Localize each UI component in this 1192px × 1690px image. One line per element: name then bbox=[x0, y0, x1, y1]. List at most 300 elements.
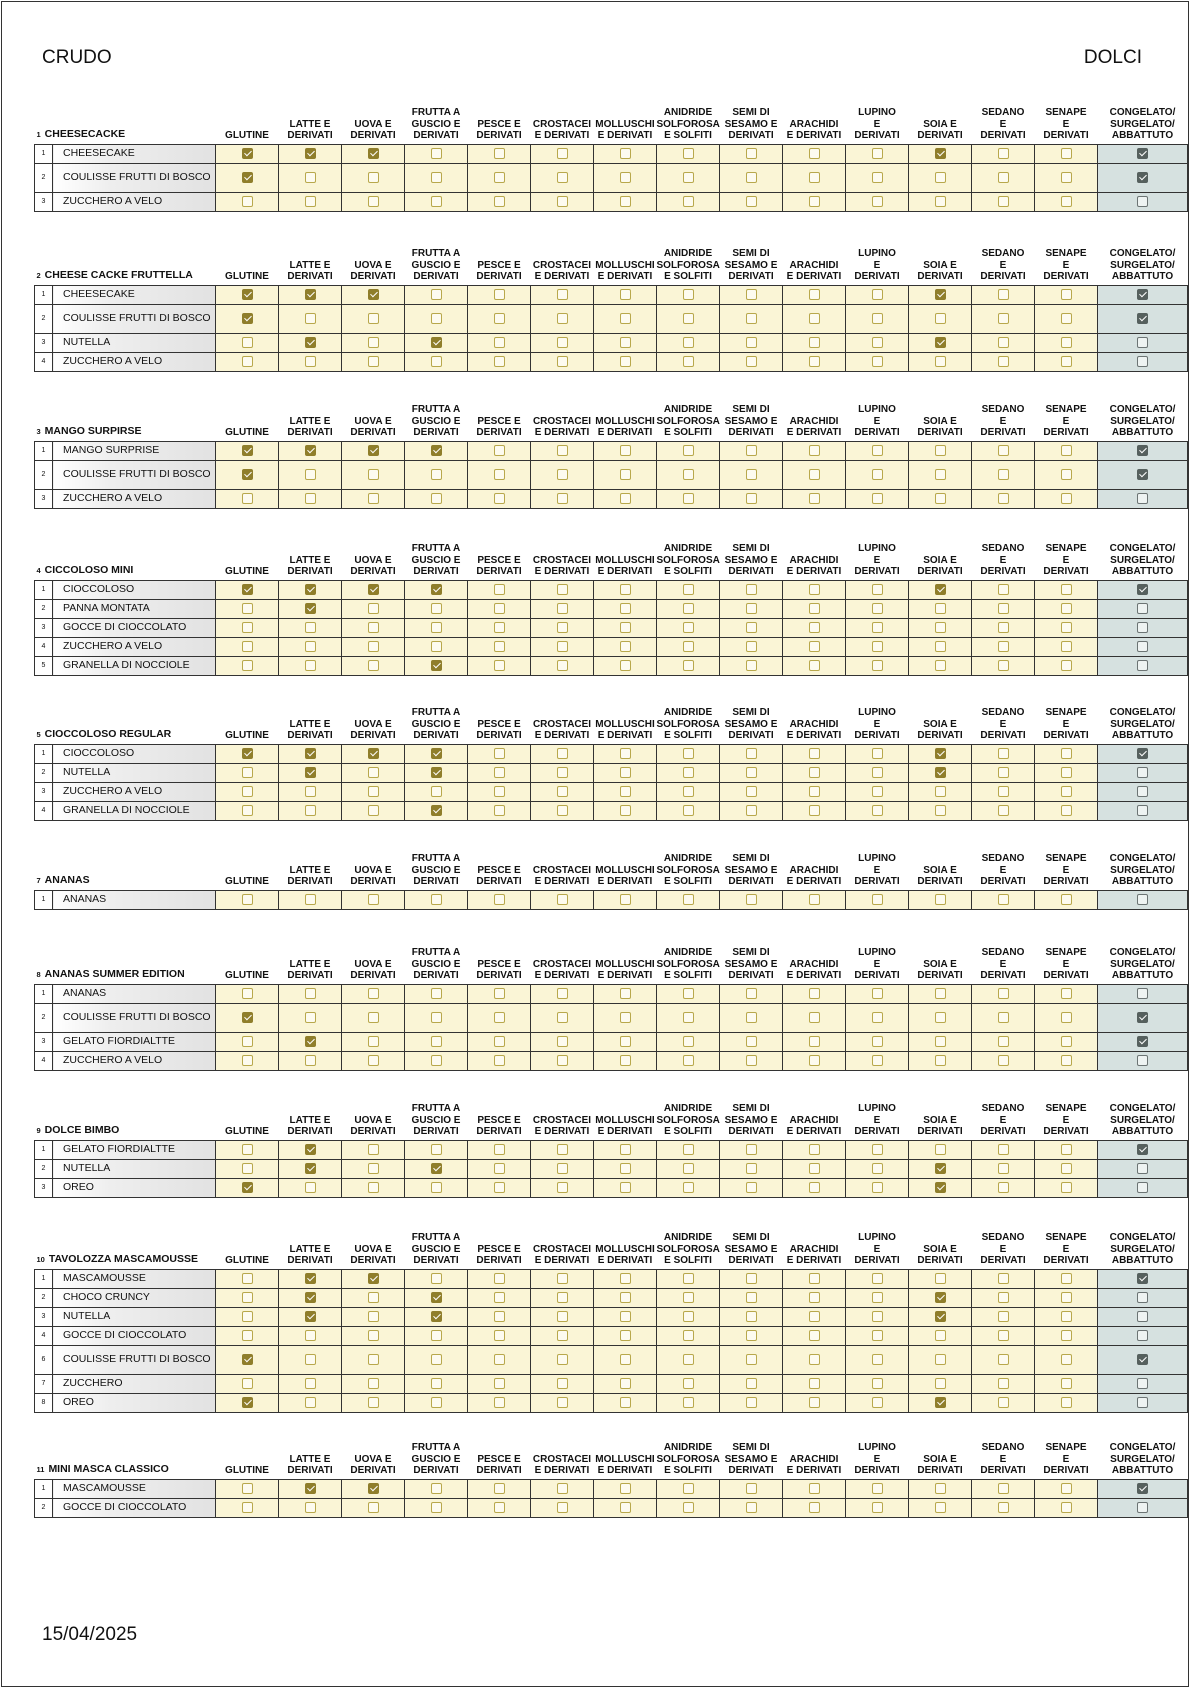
empty-checkbox[interactable] bbox=[746, 805, 757, 816]
checked-checkbox[interactable] bbox=[431, 1311, 442, 1322]
empty-checkbox[interactable] bbox=[809, 172, 820, 183]
empty-checkbox[interactable] bbox=[557, 445, 568, 456]
empty-checkbox[interactable] bbox=[1137, 1182, 1148, 1193]
empty-checkbox[interactable] bbox=[368, 1163, 379, 1174]
empty-checkbox[interactable] bbox=[368, 1330, 379, 1341]
empty-checkbox[interactable] bbox=[1061, 622, 1072, 633]
checked-checkbox[interactable] bbox=[242, 172, 253, 183]
empty-checkbox[interactable] bbox=[998, 894, 1009, 905]
empty-checkbox[interactable] bbox=[620, 1502, 631, 1513]
empty-checkbox[interactable] bbox=[368, 337, 379, 348]
empty-checkbox[interactable] bbox=[368, 1012, 379, 1023]
checked-checkbox[interactable] bbox=[1137, 172, 1148, 183]
empty-checkbox[interactable] bbox=[431, 1483, 442, 1494]
checked-checkbox[interactable] bbox=[935, 1182, 946, 1193]
empty-checkbox[interactable] bbox=[368, 313, 379, 324]
empty-checkbox[interactable] bbox=[998, 337, 1009, 348]
empty-checkbox[interactable] bbox=[872, 356, 883, 367]
empty-checkbox[interactable] bbox=[620, 1397, 631, 1408]
empty-checkbox[interactable] bbox=[809, 356, 820, 367]
empty-checkbox[interactable] bbox=[620, 493, 631, 504]
empty-checkbox[interactable] bbox=[494, 313, 505, 324]
checked-checkbox[interactable] bbox=[242, 584, 253, 595]
empty-checkbox[interactable] bbox=[368, 1292, 379, 1303]
empty-checkbox[interactable] bbox=[557, 148, 568, 159]
empty-checkbox[interactable] bbox=[305, 196, 316, 207]
empty-checkbox[interactable] bbox=[305, 1055, 316, 1066]
empty-checkbox[interactable] bbox=[1061, 337, 1072, 348]
checked-checkbox[interactable] bbox=[935, 289, 946, 300]
empty-checkbox[interactable] bbox=[683, 313, 694, 324]
empty-checkbox[interactable] bbox=[242, 493, 253, 504]
empty-checkbox[interactable] bbox=[872, 1354, 883, 1365]
empty-checkbox[interactable] bbox=[557, 313, 568, 324]
empty-checkbox[interactable] bbox=[494, 1036, 505, 1047]
empty-checkbox[interactable] bbox=[935, 641, 946, 652]
checked-checkbox[interactable] bbox=[431, 660, 442, 671]
empty-checkbox[interactable] bbox=[1137, 805, 1148, 816]
empty-checkbox[interactable] bbox=[620, 1012, 631, 1023]
checked-checkbox[interactable] bbox=[1137, 148, 1148, 159]
empty-checkbox[interactable] bbox=[746, 603, 757, 614]
empty-checkbox[interactable] bbox=[746, 1378, 757, 1389]
checked-checkbox[interactable] bbox=[242, 148, 253, 159]
empty-checkbox[interactable] bbox=[1137, 196, 1148, 207]
checked-checkbox[interactable] bbox=[431, 584, 442, 595]
empty-checkbox[interactable] bbox=[935, 313, 946, 324]
empty-checkbox[interactable] bbox=[998, 1292, 1009, 1303]
checked-checkbox[interactable] bbox=[1137, 313, 1148, 324]
checked-checkbox[interactable] bbox=[305, 1273, 316, 1284]
empty-checkbox[interactable] bbox=[935, 1330, 946, 1341]
empty-checkbox[interactable] bbox=[1137, 1397, 1148, 1408]
empty-checkbox[interactable] bbox=[620, 289, 631, 300]
empty-checkbox[interactable] bbox=[368, 1397, 379, 1408]
empty-checkbox[interactable] bbox=[935, 1144, 946, 1155]
empty-checkbox[interactable] bbox=[620, 1163, 631, 1174]
empty-checkbox[interactable] bbox=[998, 1502, 1009, 1513]
empty-checkbox[interactable] bbox=[494, 660, 505, 671]
empty-checkbox[interactable] bbox=[494, 1397, 505, 1408]
empty-checkbox[interactable] bbox=[557, 894, 568, 905]
empty-checkbox[interactable] bbox=[557, 1055, 568, 1066]
empty-checkbox[interactable] bbox=[998, 660, 1009, 671]
empty-checkbox[interactable] bbox=[1137, 1502, 1148, 1513]
empty-checkbox[interactable] bbox=[368, 1502, 379, 1513]
empty-checkbox[interactable] bbox=[305, 660, 316, 671]
empty-checkbox[interactable] bbox=[620, 1055, 631, 1066]
empty-checkbox[interactable] bbox=[368, 894, 379, 905]
empty-checkbox[interactable] bbox=[683, 988, 694, 999]
empty-checkbox[interactable] bbox=[872, 1397, 883, 1408]
empty-checkbox[interactable] bbox=[557, 1330, 568, 1341]
empty-checkbox[interactable] bbox=[872, 148, 883, 159]
checked-checkbox[interactable] bbox=[368, 289, 379, 300]
empty-checkbox[interactable] bbox=[431, 172, 442, 183]
empty-checkbox[interactable] bbox=[1137, 493, 1148, 504]
empty-checkbox[interactable] bbox=[1137, 622, 1148, 633]
empty-checkbox[interactable] bbox=[683, 1273, 694, 1284]
empty-checkbox[interactable] bbox=[368, 1055, 379, 1066]
empty-checkbox[interactable] bbox=[683, 767, 694, 778]
empty-checkbox[interactable] bbox=[998, 1012, 1009, 1023]
empty-checkbox[interactable] bbox=[683, 622, 694, 633]
checked-checkbox[interactable] bbox=[431, 1292, 442, 1303]
empty-checkbox[interactable] bbox=[1061, 1055, 1072, 1066]
empty-checkbox[interactable] bbox=[494, 445, 505, 456]
empty-checkbox[interactable] bbox=[998, 622, 1009, 633]
empty-checkbox[interactable] bbox=[431, 786, 442, 797]
empty-checkbox[interactable] bbox=[1061, 1311, 1072, 1322]
empty-checkbox[interactable] bbox=[368, 196, 379, 207]
checked-checkbox[interactable] bbox=[935, 1163, 946, 1174]
checked-checkbox[interactable] bbox=[305, 1483, 316, 1494]
checked-checkbox[interactable] bbox=[1137, 1273, 1148, 1284]
empty-checkbox[interactable] bbox=[620, 337, 631, 348]
empty-checkbox[interactable] bbox=[872, 622, 883, 633]
checked-checkbox[interactable] bbox=[242, 1354, 253, 1365]
empty-checkbox[interactable] bbox=[1061, 660, 1072, 671]
empty-checkbox[interactable] bbox=[1137, 1055, 1148, 1066]
empty-checkbox[interactable] bbox=[872, 660, 883, 671]
empty-checkbox[interactable] bbox=[494, 1182, 505, 1193]
checked-checkbox[interactable] bbox=[242, 445, 253, 456]
empty-checkbox[interactable] bbox=[557, 767, 568, 778]
empty-checkbox[interactable] bbox=[620, 1036, 631, 1047]
empty-checkbox[interactable] bbox=[557, 603, 568, 614]
checked-checkbox[interactable] bbox=[935, 584, 946, 595]
empty-checkbox[interactable] bbox=[1137, 1163, 1148, 1174]
empty-checkbox[interactable] bbox=[809, 1354, 820, 1365]
empty-checkbox[interactable] bbox=[431, 894, 442, 905]
empty-checkbox[interactable] bbox=[494, 337, 505, 348]
empty-checkbox[interactable] bbox=[809, 894, 820, 905]
empty-checkbox[interactable] bbox=[872, 748, 883, 759]
empty-checkbox[interactable] bbox=[746, 660, 757, 671]
checked-checkbox[interactable] bbox=[431, 767, 442, 778]
empty-checkbox[interactable] bbox=[746, 356, 757, 367]
empty-checkbox[interactable] bbox=[620, 1483, 631, 1494]
empty-checkbox[interactable] bbox=[935, 493, 946, 504]
checked-checkbox[interactable] bbox=[431, 1163, 442, 1174]
checked-checkbox[interactable] bbox=[935, 767, 946, 778]
empty-checkbox[interactable] bbox=[935, 1378, 946, 1389]
empty-checkbox[interactable] bbox=[1137, 767, 1148, 778]
checked-checkbox[interactable] bbox=[1137, 748, 1148, 759]
empty-checkbox[interactable] bbox=[305, 641, 316, 652]
checked-checkbox[interactable] bbox=[1137, 1354, 1148, 1365]
empty-checkbox[interactable] bbox=[431, 1330, 442, 1341]
empty-checkbox[interactable] bbox=[242, 356, 253, 367]
empty-checkbox[interactable] bbox=[1061, 1330, 1072, 1341]
empty-checkbox[interactable] bbox=[431, 1012, 442, 1023]
empty-checkbox[interactable] bbox=[998, 1182, 1009, 1193]
empty-checkbox[interactable] bbox=[431, 622, 442, 633]
empty-checkbox[interactable] bbox=[494, 805, 505, 816]
empty-checkbox[interactable] bbox=[809, 1311, 820, 1322]
empty-checkbox[interactable] bbox=[557, 1036, 568, 1047]
empty-checkbox[interactable] bbox=[746, 1036, 757, 1047]
empty-checkbox[interactable] bbox=[242, 1483, 253, 1494]
empty-checkbox[interactable] bbox=[242, 786, 253, 797]
empty-checkbox[interactable] bbox=[746, 1397, 757, 1408]
empty-checkbox[interactable] bbox=[935, 1273, 946, 1284]
checked-checkbox[interactable] bbox=[242, 1182, 253, 1193]
empty-checkbox[interactable] bbox=[557, 1483, 568, 1494]
empty-checkbox[interactable] bbox=[998, 584, 1009, 595]
empty-checkbox[interactable] bbox=[872, 641, 883, 652]
empty-checkbox[interactable] bbox=[872, 894, 883, 905]
empty-checkbox[interactable] bbox=[368, 1182, 379, 1193]
empty-checkbox[interactable] bbox=[683, 1502, 694, 1513]
empty-checkbox[interactable] bbox=[242, 1330, 253, 1341]
empty-checkbox[interactable] bbox=[998, 172, 1009, 183]
empty-checkbox[interactable] bbox=[683, 1012, 694, 1023]
empty-checkbox[interactable] bbox=[683, 894, 694, 905]
empty-checkbox[interactable] bbox=[809, 1055, 820, 1066]
empty-checkbox[interactable] bbox=[809, 493, 820, 504]
empty-checkbox[interactable] bbox=[431, 1354, 442, 1365]
empty-checkbox[interactable] bbox=[494, 1144, 505, 1155]
checked-checkbox[interactable] bbox=[1137, 1144, 1148, 1155]
empty-checkbox[interactable] bbox=[872, 603, 883, 614]
empty-checkbox[interactable] bbox=[431, 356, 442, 367]
empty-checkbox[interactable] bbox=[557, 469, 568, 480]
empty-checkbox[interactable] bbox=[242, 1292, 253, 1303]
empty-checkbox[interactable] bbox=[998, 786, 1009, 797]
empty-checkbox[interactable] bbox=[683, 289, 694, 300]
empty-checkbox[interactable] bbox=[872, 1502, 883, 1513]
empty-checkbox[interactable] bbox=[746, 1055, 757, 1066]
empty-checkbox[interactable] bbox=[809, 1036, 820, 1047]
empty-checkbox[interactable] bbox=[494, 289, 505, 300]
empty-checkbox[interactable] bbox=[368, 1144, 379, 1155]
empty-checkbox[interactable] bbox=[557, 1378, 568, 1389]
empty-checkbox[interactable] bbox=[305, 1012, 316, 1023]
empty-checkbox[interactable] bbox=[620, 196, 631, 207]
empty-checkbox[interactable] bbox=[557, 493, 568, 504]
empty-checkbox[interactable] bbox=[1137, 988, 1148, 999]
checked-checkbox[interactable] bbox=[368, 1273, 379, 1284]
empty-checkbox[interactable] bbox=[935, 1055, 946, 1066]
empty-checkbox[interactable] bbox=[998, 1330, 1009, 1341]
empty-checkbox[interactable] bbox=[935, 469, 946, 480]
checked-checkbox[interactable] bbox=[305, 1163, 316, 1174]
empty-checkbox[interactable] bbox=[557, 1273, 568, 1284]
empty-checkbox[interactable] bbox=[998, 469, 1009, 480]
empty-checkbox[interactable] bbox=[935, 1483, 946, 1494]
empty-checkbox[interactable] bbox=[1061, 1502, 1072, 1513]
empty-checkbox[interactable] bbox=[746, 196, 757, 207]
empty-checkbox[interactable] bbox=[242, 1502, 253, 1513]
empty-checkbox[interactable] bbox=[809, 196, 820, 207]
empty-checkbox[interactable] bbox=[557, 988, 568, 999]
empty-checkbox[interactable] bbox=[1061, 313, 1072, 324]
empty-checkbox[interactable] bbox=[998, 313, 1009, 324]
empty-checkbox[interactable] bbox=[809, 313, 820, 324]
empty-checkbox[interactable] bbox=[998, 641, 1009, 652]
checked-checkbox[interactable] bbox=[242, 469, 253, 480]
empty-checkbox[interactable] bbox=[683, 805, 694, 816]
empty-checkbox[interactable] bbox=[368, 622, 379, 633]
empty-checkbox[interactable] bbox=[809, 1330, 820, 1341]
empty-checkbox[interactable] bbox=[683, 660, 694, 671]
empty-checkbox[interactable] bbox=[746, 1012, 757, 1023]
empty-checkbox[interactable] bbox=[746, 894, 757, 905]
empty-checkbox[interactable] bbox=[1061, 493, 1072, 504]
empty-checkbox[interactable] bbox=[683, 748, 694, 759]
empty-checkbox[interactable] bbox=[494, 1483, 505, 1494]
empty-checkbox[interactable] bbox=[242, 622, 253, 633]
empty-checkbox[interactable] bbox=[242, 660, 253, 671]
empty-checkbox[interactable] bbox=[1061, 1378, 1072, 1389]
empty-checkbox[interactable] bbox=[557, 786, 568, 797]
empty-checkbox[interactable] bbox=[683, 1055, 694, 1066]
empty-checkbox[interactable] bbox=[242, 1273, 253, 1284]
empty-checkbox[interactable] bbox=[1137, 603, 1148, 614]
empty-checkbox[interactable] bbox=[557, 1292, 568, 1303]
empty-checkbox[interactable] bbox=[746, 786, 757, 797]
empty-checkbox[interactable] bbox=[1061, 1012, 1072, 1023]
empty-checkbox[interactable] bbox=[431, 313, 442, 324]
empty-checkbox[interactable] bbox=[368, 1378, 379, 1389]
empty-checkbox[interactable] bbox=[494, 1311, 505, 1322]
empty-checkbox[interactable] bbox=[305, 313, 316, 324]
empty-checkbox[interactable] bbox=[557, 660, 568, 671]
empty-checkbox[interactable] bbox=[683, 356, 694, 367]
empty-checkbox[interactable] bbox=[305, 622, 316, 633]
empty-checkbox[interactable] bbox=[620, 660, 631, 671]
checked-checkbox[interactable] bbox=[1137, 289, 1148, 300]
empty-checkbox[interactable] bbox=[620, 445, 631, 456]
empty-checkbox[interactable] bbox=[872, 1483, 883, 1494]
checked-checkbox[interactable] bbox=[242, 748, 253, 759]
empty-checkbox[interactable] bbox=[809, 445, 820, 456]
empty-checkbox[interactable] bbox=[683, 603, 694, 614]
empty-checkbox[interactable] bbox=[809, 584, 820, 595]
empty-checkbox[interactable] bbox=[368, 603, 379, 614]
empty-checkbox[interactable] bbox=[872, 469, 883, 480]
empty-checkbox[interactable] bbox=[998, 748, 1009, 759]
empty-checkbox[interactable] bbox=[935, 988, 946, 999]
empty-checkbox[interactable] bbox=[872, 1311, 883, 1322]
empty-checkbox[interactable] bbox=[809, 469, 820, 480]
empty-checkbox[interactable] bbox=[809, 1483, 820, 1494]
empty-checkbox[interactable] bbox=[1061, 1397, 1072, 1408]
empty-checkbox[interactable] bbox=[1061, 641, 1072, 652]
empty-checkbox[interactable] bbox=[998, 603, 1009, 614]
empty-checkbox[interactable] bbox=[872, 172, 883, 183]
checked-checkbox[interactable] bbox=[431, 748, 442, 759]
empty-checkbox[interactable] bbox=[872, 1292, 883, 1303]
empty-checkbox[interactable] bbox=[683, 584, 694, 595]
empty-checkbox[interactable] bbox=[998, 1036, 1009, 1047]
empty-checkbox[interactable] bbox=[809, 603, 820, 614]
empty-checkbox[interactable] bbox=[683, 1397, 694, 1408]
empty-checkbox[interactable] bbox=[557, 196, 568, 207]
empty-checkbox[interactable] bbox=[746, 988, 757, 999]
empty-checkbox[interactable] bbox=[746, 469, 757, 480]
checked-checkbox[interactable] bbox=[242, 313, 253, 324]
empty-checkbox[interactable] bbox=[620, 767, 631, 778]
empty-checkbox[interactable] bbox=[305, 1397, 316, 1408]
checked-checkbox[interactable] bbox=[368, 148, 379, 159]
empty-checkbox[interactable] bbox=[809, 1012, 820, 1023]
empty-checkbox[interactable] bbox=[746, 148, 757, 159]
empty-checkbox[interactable] bbox=[683, 1182, 694, 1193]
empty-checkbox[interactable] bbox=[431, 988, 442, 999]
empty-checkbox[interactable] bbox=[494, 786, 505, 797]
checked-checkbox[interactable] bbox=[935, 1397, 946, 1408]
empty-checkbox[interactable] bbox=[746, 1182, 757, 1193]
empty-checkbox[interactable] bbox=[1061, 1483, 1072, 1494]
empty-checkbox[interactable] bbox=[1061, 1163, 1072, 1174]
empty-checkbox[interactable] bbox=[494, 196, 505, 207]
empty-checkbox[interactable] bbox=[872, 1273, 883, 1284]
empty-checkbox[interactable] bbox=[746, 1330, 757, 1341]
empty-checkbox[interactable] bbox=[494, 172, 505, 183]
empty-checkbox[interactable] bbox=[1137, 1378, 1148, 1389]
empty-checkbox[interactable] bbox=[1061, 289, 1072, 300]
checked-checkbox[interactable] bbox=[431, 337, 442, 348]
empty-checkbox[interactable] bbox=[305, 1378, 316, 1389]
empty-checkbox[interactable] bbox=[557, 337, 568, 348]
empty-checkbox[interactable] bbox=[305, 356, 316, 367]
empty-checkbox[interactable] bbox=[809, 148, 820, 159]
empty-checkbox[interactable] bbox=[494, 1273, 505, 1284]
checked-checkbox[interactable] bbox=[305, 445, 316, 456]
checked-checkbox[interactable] bbox=[935, 1292, 946, 1303]
empty-checkbox[interactable] bbox=[494, 1330, 505, 1341]
empty-checkbox[interactable] bbox=[935, 1502, 946, 1513]
empty-checkbox[interactable] bbox=[809, 1163, 820, 1174]
empty-checkbox[interactable] bbox=[683, 786, 694, 797]
empty-checkbox[interactable] bbox=[242, 988, 253, 999]
empty-checkbox[interactable] bbox=[872, 1144, 883, 1155]
empty-checkbox[interactable] bbox=[494, 1012, 505, 1023]
empty-checkbox[interactable] bbox=[998, 988, 1009, 999]
empty-checkbox[interactable] bbox=[809, 767, 820, 778]
empty-checkbox[interactable] bbox=[746, 445, 757, 456]
empty-checkbox[interactable] bbox=[746, 172, 757, 183]
empty-checkbox[interactable] bbox=[431, 603, 442, 614]
empty-checkbox[interactable] bbox=[305, 1330, 316, 1341]
empty-checkbox[interactable] bbox=[620, 603, 631, 614]
empty-checkbox[interactable] bbox=[494, 493, 505, 504]
empty-checkbox[interactable] bbox=[998, 767, 1009, 778]
empty-checkbox[interactable] bbox=[935, 356, 946, 367]
empty-checkbox[interactable] bbox=[242, 1036, 253, 1047]
empty-checkbox[interactable] bbox=[1061, 767, 1072, 778]
checked-checkbox[interactable] bbox=[368, 445, 379, 456]
empty-checkbox[interactable] bbox=[746, 1144, 757, 1155]
empty-checkbox[interactable] bbox=[494, 356, 505, 367]
empty-checkbox[interactable] bbox=[557, 1144, 568, 1155]
empty-checkbox[interactable] bbox=[1061, 988, 1072, 999]
empty-checkbox[interactable] bbox=[620, 1330, 631, 1341]
empty-checkbox[interactable] bbox=[368, 172, 379, 183]
empty-checkbox[interactable] bbox=[620, 805, 631, 816]
checked-checkbox[interactable] bbox=[305, 1311, 316, 1322]
empty-checkbox[interactable] bbox=[368, 469, 379, 480]
empty-checkbox[interactable] bbox=[872, 1036, 883, 1047]
empty-checkbox[interactable] bbox=[1137, 1292, 1148, 1303]
empty-checkbox[interactable] bbox=[620, 786, 631, 797]
empty-checkbox[interactable] bbox=[1061, 1292, 1072, 1303]
empty-checkbox[interactable] bbox=[935, 1036, 946, 1047]
empty-checkbox[interactable] bbox=[305, 1182, 316, 1193]
empty-checkbox[interactable] bbox=[557, 289, 568, 300]
